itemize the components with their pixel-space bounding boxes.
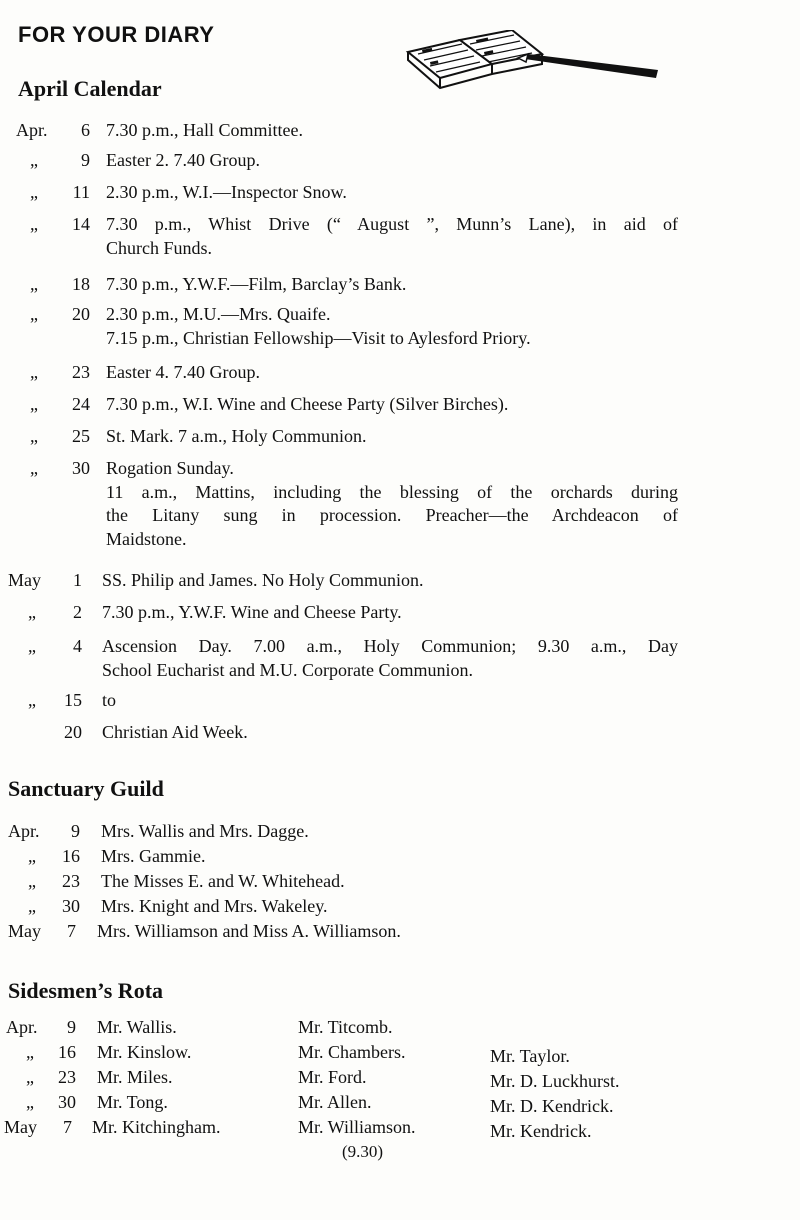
month-label: Apr. — [8, 821, 40, 841]
guild-members: Mrs. Wallis and Mrs. Dagge. — [101, 821, 309, 841]
sidesman-name: Mr. Titcomb. — [298, 1017, 393, 1037]
guild-members: Mrs. Gammie. — [101, 846, 206, 866]
calendar-entry-text: St. Mark. 7 a.m., Holy Communion. — [106, 426, 367, 446]
day-number: 16 — [62, 846, 80, 866]
april-calendar-heading: April Calendar — [18, 76, 162, 101]
calendar-entry — [0, 180, 800, 204]
day-number: 30 — [72, 458, 90, 478]
guild-members: Mrs. Williamson and Miss A. Williamson. — [97, 921, 401, 941]
ditto-mark: „ — [30, 362, 38, 382]
sidesman-name: Mr. Kinslow. — [97, 1042, 192, 1062]
ditto-mark: „ — [28, 602, 36, 622]
calendar-entry — [0, 118, 800, 142]
guild-entry — [0, 819, 800, 843]
ditto-mark: „ — [26, 1067, 34, 1087]
calendar-entry-text: the Litany sung in procession. Preacher—the Archdeacon of — [106, 505, 678, 525]
guild-entry — [0, 869, 800, 893]
day-number: 23 — [72, 362, 90, 382]
guild-members: Mrs. Knight and Mrs. Wakeley. — [101, 896, 328, 916]
rota-time-note: (9.30) — [342, 1142, 384, 1161]
calendar-entry — [0, 424, 800, 448]
sanctuary-guild-heading: Sanctuary Guild — [8, 776, 164, 801]
calendar-entry — [0, 688, 800, 712]
calendar-entry-text: Church Funds. — [106, 237, 213, 258]
day-number: 30 — [62, 896, 80, 916]
calendar-entry — [0, 302, 800, 349]
calendar-entry-text: 2.30 p.m., M.U.—Mrs. Quaife. — [106, 304, 331, 324]
calendar-entry — [0, 148, 800, 172]
calendar-entry — [0, 392, 800, 416]
ditto-mark: „ — [30, 274, 38, 294]
calendar-entry-text: 7.30 p.m., Hall Committee. — [106, 120, 303, 140]
day-number: 9 — [67, 1017, 76, 1037]
calendar-entry-text: Easter 2. 7.40 Group. — [106, 150, 260, 170]
sidesman-name: Mr. Williamson. — [298, 1117, 416, 1137]
day-number: 11 — [72, 182, 90, 202]
ditto-mark: „ — [26, 1042, 34, 1062]
calendar-entry-text: 7.30 p.m., Whist Drive (“ August ”, Munn’s Lane), in aid of — [106, 214, 678, 234]
calendar-entry-text: Easter 4. 7.40 Group. — [106, 362, 260, 382]
calendar-entry — [0, 568, 800, 592]
calendar-entry-text: 7.30 p.m., Y.W.F. Wine and Cheese Party. — [102, 602, 402, 622]
sidesman-name: Mr. Wallis. — [97, 1017, 177, 1037]
day-number: 30 — [58, 1092, 76, 1112]
guild-entry — [0, 844, 800, 868]
sidesman-name: Mr. D. Kendrick. — [490, 1096, 614, 1116]
calendar-entry-text: Rogation Sunday. — [106, 458, 234, 478]
sidesman-name: Mr. Miles. — [97, 1067, 173, 1087]
open-diary-icon — [400, 30, 660, 110]
ditto-mark: „ — [28, 636, 36, 656]
month-label: May — [4, 1117, 37, 1137]
day-number: 20 — [72, 304, 90, 324]
ditto-mark: „ — [30, 150, 38, 170]
ditto-mark: „ — [26, 1092, 34, 1112]
ditto-mark: „ — [30, 304, 38, 324]
day-number: 23 — [62, 871, 80, 891]
sidesman-name: Mr. Ford. — [298, 1067, 367, 1087]
month-label: May — [8, 570, 41, 590]
ditto-mark: „ — [30, 182, 38, 202]
ditto-mark: „ — [30, 214, 38, 234]
page-title: FOR YOUR DIARY — [18, 22, 215, 47]
day-number: 1 — [73, 570, 82, 590]
sidesman-name: Mr. Taylor. — [490, 1046, 570, 1066]
ditto-mark: „ — [30, 426, 38, 446]
ditto-mark: „ — [28, 846, 36, 866]
sidesmens-rota-heading: Sidesmen’s Rota — [8, 978, 164, 1003]
calendar-entry — [0, 360, 800, 384]
day-number: 14 — [72, 214, 90, 234]
calendar-entry — [0, 720, 800, 744]
sidesman-name: Mr. Kitchingham. — [92, 1117, 221, 1137]
calendar-entry-text: to — [102, 690, 117, 710]
day-number: 2 — [73, 602, 82, 622]
calendar-entry-text: Christian Aid Week. — [102, 722, 248, 742]
calendar-entry — [0, 600, 800, 624]
day-number: 7 — [63, 1117, 72, 1137]
guild-entry — [0, 919, 800, 943]
day-number: 20 — [64, 722, 82, 742]
guild-members: The Misses E. and W. Whitehead. — [101, 871, 345, 891]
ditto-mark: „ — [28, 690, 36, 710]
month-label: Apr. — [6, 1017, 38, 1037]
ditto-mark: „ — [30, 458, 38, 478]
day-number: 6 — [81, 120, 90, 140]
calendar-entry-text: 2.30 p.m., W.I.—Inspector Snow. — [106, 182, 347, 202]
day-number: 23 — [58, 1067, 76, 1087]
month-label: Apr. — [16, 120, 48, 140]
sidesman-name: Mr. Allen. — [298, 1092, 372, 1112]
calendar-entry-text: 11 a.m., Mattins, including the blessing of the orchards during — [106, 481, 678, 502]
calendar-entry-text: 7.30 p.m., Y.W.F.—Film, Barclay’s Bank. — [106, 274, 407, 294]
calendar-entry — [0, 456, 800, 550]
day-number: 24 — [72, 394, 90, 414]
day-number: 25 — [72, 426, 90, 446]
calendar-entry — [0, 212, 800, 259]
calendar-entry-text: 7.30 p.m., W.I. Wine and Cheese Party (Silver Birches). — [106, 394, 509, 414]
calendar-entry — [0, 272, 800, 296]
day-number: 16 — [58, 1042, 76, 1062]
day-number: 4 — [73, 636, 82, 656]
calendar-entry — [0, 634, 800, 681]
calendar-entry-text: Ascension Day. 7.00 a.m., Holy Communion; 9.30 a.m., Day — [102, 636, 678, 656]
calendar-entry-text: 7.15 p.m., Christian Fellowship—Visit to Aylesford Priory. — [106, 327, 531, 348]
month-label: May — [8, 921, 41, 941]
day-number: 18 — [72, 274, 90, 294]
sidesman-name: Mr. Chambers. — [298, 1042, 406, 1062]
calendar-entry-text: School Eucharist and M.U. Corporate Communion. — [102, 659, 473, 680]
sidesman-name: Mr. D. Luckhurst. — [490, 1071, 620, 1091]
sidesman-name: Mr. Kendrick. — [490, 1121, 592, 1141]
day-number: 9 — [71, 821, 80, 841]
ditto-mark: „ — [28, 871, 36, 891]
ditto-mark: „ — [30, 394, 38, 414]
day-number: 7 — [67, 921, 76, 941]
sidesman-name: Mr. Tong. — [97, 1092, 168, 1112]
ditto-mark: „ — [28, 896, 36, 916]
guild-entry — [0, 894, 800, 918]
day-number: 9 — [81, 150, 90, 170]
calendar-entry-text: Maidstone. — [106, 528, 187, 549]
day-number: 15 — [64, 690, 82, 710]
calendar-entry-text: SS. Philip and James. No Holy Communion. — [102, 570, 424, 590]
